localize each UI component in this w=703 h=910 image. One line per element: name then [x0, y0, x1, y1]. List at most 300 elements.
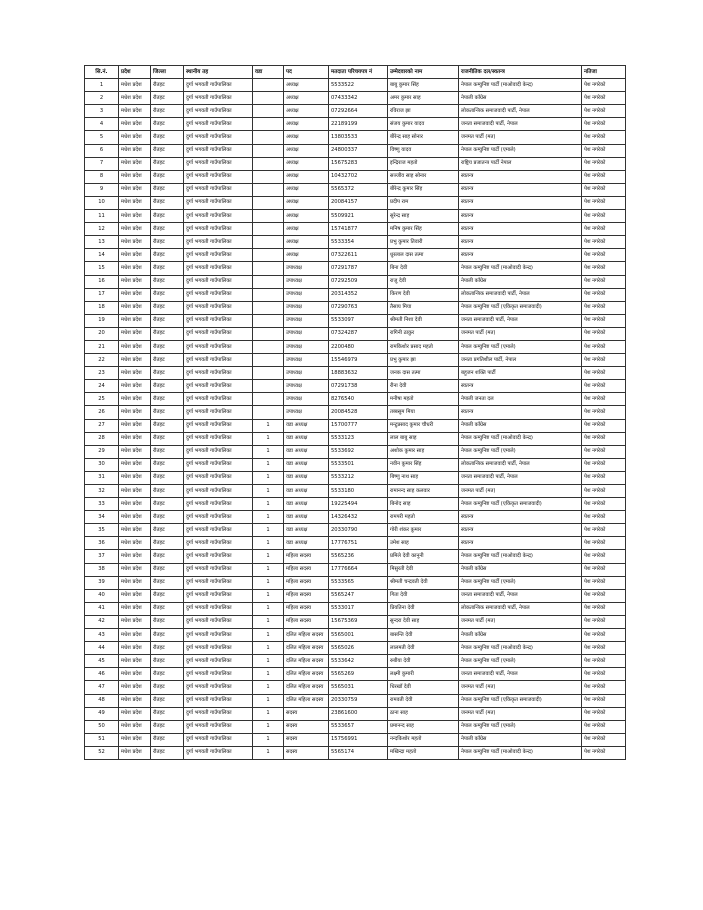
position-header: पद: [284, 66, 329, 79]
position-cell: अध्यक्ष: [284, 157, 329, 170]
serial-cell: 17: [85, 288, 119, 301]
candidate-name-cell: श्रीमती चन्द्रवती देवी: [388, 576, 459, 589]
voter-id-cell: 17776664: [329, 563, 388, 576]
table-row: [85, 367, 626, 380]
province-cell: मधेश प्रदेश: [119, 340, 151, 353]
serial-cell: 30: [85, 458, 119, 471]
ward-cell: 1: [253, 629, 284, 642]
result-cell: पेश नगरेको: [582, 537, 626, 550]
position-cell: अध्यक्ष: [284, 144, 329, 157]
voter-id-cell: 07433342: [329, 92, 388, 105]
ward-cell: [253, 393, 284, 406]
table-row: [85, 511, 626, 524]
result-cell: पेश नगरेको: [582, 550, 626, 563]
table-row: [85, 642, 626, 655]
local-level-cell: दुर्गा भगवती गाउँपालिका: [184, 340, 253, 353]
candidate-name-cell: नन्दकिशोर महतो: [388, 733, 459, 746]
result-cell: पेश नगरेको: [582, 301, 626, 314]
district-cell: रौतहट: [151, 511, 184, 524]
party-cell: नेपाल कम्युनिष्ट पार्टी (माओवादी केन्द्र): [459, 550, 582, 563]
voter-id-cell: 14326432: [329, 511, 388, 524]
local-level-cell: दुर्गा भगवती गाउँपालिका: [184, 393, 253, 406]
result-cell: पेश नगरेको: [582, 471, 626, 484]
position-cell: अध्यक्ष: [284, 223, 329, 236]
candidate-name-cell: अशोक कुमार साह: [388, 445, 459, 458]
position-cell: वडा अध्यक्ष: [284, 524, 329, 537]
position-cell: वडा अध्यक्ष: [284, 511, 329, 524]
position-cell: महिला सदस्य: [284, 615, 329, 628]
serial-cell: 23: [85, 367, 119, 380]
district-cell: रौतहट: [151, 105, 184, 118]
province-cell: मधेश प्रदेश: [119, 550, 151, 563]
table-row: [85, 131, 626, 144]
serial-cell: 38: [85, 563, 119, 576]
party-cell: नेपाल कम्युनिष्ट पार्टी (एकिकृत समाजवादी): [459, 694, 582, 707]
ward-cell: 1: [253, 550, 284, 563]
local-level-cell: दुर्गा भगवती गाउँपालिका: [184, 655, 253, 668]
voter-id-cell: 5565269: [329, 668, 388, 681]
position-cell: उपाध्यक्ष: [284, 406, 329, 419]
table-row: [85, 118, 626, 131]
ward-cell: [253, 131, 284, 144]
candidate-name-cell: बीरेन्द्र साह सोनार: [388, 131, 459, 144]
district-cell: रौतहट: [151, 589, 184, 602]
province-cell: मधेश प्रदेश: [119, 393, 151, 406]
voter-id-cell: 07290763: [329, 301, 388, 314]
district-cell: रौतहट: [151, 157, 184, 170]
table-row: [85, 380, 626, 393]
voter-id-cell: 23861600: [329, 707, 388, 720]
ward-cell: 1: [253, 498, 284, 511]
result-cell: पेश नगरेको: [582, 733, 626, 746]
result-cell: पेश नगरेको: [582, 458, 626, 471]
serial-cell: 9: [85, 183, 119, 196]
table-row: [85, 485, 626, 498]
local-level-cell: दुर्गा भगवती गाउँपालिका: [184, 105, 253, 118]
ward-cell: [253, 354, 284, 367]
candidate-name-cell: धुरलाल दास तत्मा: [388, 249, 459, 262]
position-cell: महिला सदस्य: [284, 550, 329, 563]
voter-id-cell: 5533501: [329, 458, 388, 471]
result-cell: पेश नगरेको: [582, 642, 626, 655]
local-level-cell: दुर्गा भगवती गाउँपालिका: [184, 524, 253, 537]
candidate-name-cell: प्रियतिना देवी: [388, 602, 459, 615]
table-row: [85, 746, 626, 759]
party-cell: जनता प्रगतिशील पार्टी, नेपाल: [459, 354, 582, 367]
province-cell: मधेश प्रदेश: [119, 275, 151, 288]
voter-id-cell: 5509921: [329, 210, 388, 223]
voter-id-cell: 5533522: [329, 79, 388, 92]
result-cell: पेश नगरेको: [582, 615, 626, 628]
province-cell: मधेश प्रदेश: [119, 236, 151, 249]
serial-cell: 28: [85, 432, 119, 445]
ward-cell: 1: [253, 471, 284, 484]
serial-cell: 44: [85, 642, 119, 655]
district-cell: रौतहट: [151, 223, 184, 236]
local-level-cell: दुर्गा भगवती गाउँपालिका: [184, 183, 253, 196]
district-cell: रौतहट: [151, 236, 184, 249]
district-cell: रौतहट: [151, 393, 184, 406]
candidate-name-cell: किरण देवी: [388, 288, 459, 301]
serial-cell: 36: [85, 537, 119, 550]
ward-cell: [253, 340, 284, 353]
serial-cell: 42: [85, 615, 119, 628]
result-cell: पेश नगरेको: [582, 210, 626, 223]
local-level-cell: दुर्गा भगवती गाउँपालिका: [184, 485, 253, 498]
ward-cell: 1: [253, 458, 284, 471]
result-cell: पेश नगरेको: [582, 157, 626, 170]
position-cell: वडा अध्यक्ष: [284, 458, 329, 471]
ward-cell: [253, 380, 284, 393]
serial-cell: 20: [85, 327, 119, 340]
party-cell: नेपाल कम्युनिष्ट पार्टी (माओवादी केन्द्र): [459, 432, 582, 445]
table-row: [85, 694, 626, 707]
district-cell: रौतहट: [151, 275, 184, 288]
party-cell: स्वतन्त्र: [459, 380, 582, 393]
voter-id-cell: 20330759: [329, 694, 388, 707]
result-cell: पेश नगरेको: [582, 681, 626, 694]
result-cell: पेश नगरेको: [582, 563, 626, 576]
candidate-name-header: उम्मेदवारको नाम: [388, 66, 459, 79]
position-cell: उपाध्यक्ष: [284, 367, 329, 380]
position-cell: दलित महिला सदस्य: [284, 694, 329, 707]
party-cell: स्वतन्त्र: [459, 406, 582, 419]
party-cell: स्वतन्त्र: [459, 170, 582, 183]
voter-id-cell: 22189199: [329, 118, 388, 131]
serial-cell: 31: [85, 471, 119, 484]
table-row: [85, 733, 626, 746]
local-level-cell: दुर्गा भगवती गाउँपालिका: [184, 92, 253, 105]
local-level-cell: दुर्गा भगवती गाउँपालिका: [184, 563, 253, 576]
district-cell: रौतहट: [151, 458, 184, 471]
ward-cell: 1: [253, 668, 284, 681]
position-cell: अध्यक्ष: [284, 105, 329, 118]
table-row: [85, 236, 626, 249]
serial-cell: 1: [85, 79, 119, 92]
district-cell: रौतहट: [151, 367, 184, 380]
result-cell: पेश नगरेको: [582, 655, 626, 668]
province-cell: मधेश प्रदेश: [119, 524, 151, 537]
ward-cell: [253, 367, 284, 380]
local-level-cell: दुर्गा भगवती गाउँपालिका: [184, 498, 253, 511]
local-level-cell: दुर्गा भगवती गाउँपालिका: [184, 249, 253, 262]
voter-id-cell: 5533212: [329, 471, 388, 484]
position-cell: उपाध्यक्ष: [284, 380, 329, 393]
candidate-name-cell: इन्द्रिराज महतो: [388, 157, 459, 170]
voter-id-cell: 5533657: [329, 720, 388, 733]
party-cell: स्वतन्त्र: [459, 196, 582, 209]
candidate-name-cell: सुन्दरा देवी साह: [388, 615, 459, 628]
serial-cell: 15: [85, 262, 119, 275]
result-cell: पेश नगरेको: [582, 327, 626, 340]
position-cell: अध्यक्ष: [284, 131, 329, 144]
position-cell: उपाध्यक्ष: [284, 262, 329, 275]
table-row: [85, 79, 626, 92]
district-cell: रौतहट: [151, 249, 184, 262]
district-cell: रौतहट: [151, 498, 184, 511]
table-row: [85, 157, 626, 170]
result-cell: पेश नगरेको: [582, 131, 626, 144]
table-row: [85, 393, 626, 406]
candidate-name-cell: लक्ष्मी कुमारी: [388, 668, 459, 681]
district-cell: रौतहट: [151, 642, 184, 655]
table-row: [85, 144, 626, 157]
position-cell: वडा अध्यक्ष: [284, 445, 329, 458]
voter-id-header: मतदाता परिचयपत्र नं: [329, 66, 388, 79]
result-cell: पेश नगरेको: [582, 340, 626, 353]
serial-cell: 48: [85, 694, 119, 707]
province-cell: मधेश प्रदेश: [119, 746, 151, 759]
table-row: [85, 615, 626, 628]
position-cell: दलित महिला सदस्य: [284, 668, 329, 681]
position-cell: उपाध्यक्ष: [284, 275, 329, 288]
party-cell: जनमत पार्टी (मत): [459, 615, 582, 628]
province-cell: मधेश प्रदेश: [119, 406, 151, 419]
district-cell: रौतहट: [151, 262, 184, 275]
result-cell: पेश नगरेको: [582, 707, 626, 720]
result-cell: पेश नगरेको: [582, 275, 626, 288]
table-row: [85, 563, 626, 576]
candidate-name-cell: रामानन्द साह कलवार: [388, 485, 459, 498]
serial-cell: 43: [85, 629, 119, 642]
candidate-name-cell: श्रीमती निशा देवी: [388, 314, 459, 327]
local-level-header: स्थानीय तह: [184, 66, 253, 79]
result-cell: पेश नगरेको: [582, 393, 626, 406]
party-cell: बहुजन शक्ति पार्टी: [459, 367, 582, 380]
voter-id-cell: 19225494: [329, 498, 388, 511]
local-level-cell: दुर्गा भगवती गाउँपालिका: [184, 720, 253, 733]
district-cell: रौतहट: [151, 707, 184, 720]
voter-id-cell: 5565247: [329, 589, 388, 602]
voter-id-cell: 5533692: [329, 445, 388, 458]
province-cell: मधेश प्रदेश: [119, 380, 151, 393]
serial-cell: 24: [85, 380, 119, 393]
position-cell: उपाध्यक्ष: [284, 393, 329, 406]
table-row: [85, 105, 626, 118]
candidate-name-cell: बिना देवी: [388, 262, 459, 275]
serial-cell: 37: [85, 550, 119, 563]
candidate-name-cell: मन्टुप्रसाद कुमार चौधरी: [388, 419, 459, 432]
local-level-cell: दुर्गा भगवती गाउँपालिका: [184, 642, 253, 655]
voter-id-cell: 8276540: [329, 393, 388, 406]
result-cell: पेश नगरेको: [582, 720, 626, 733]
local-level-cell: दुर्गा भगवती गाउँपालिका: [184, 694, 253, 707]
ward-cell: [253, 196, 284, 209]
ward-cell: [253, 301, 284, 314]
party-cell: जनमत पार्टी (मत): [459, 707, 582, 720]
candidate-name-cell: प्रदीप राम: [388, 196, 459, 209]
local-level-cell: दुर्गा भगवती गाउँपालिका: [184, 589, 253, 602]
province-cell: मधेश प्रदेश: [119, 498, 151, 511]
table-row: [85, 458, 626, 471]
candidate-name-cell: नवीन कुमार सिंह: [388, 458, 459, 471]
province-cell: मधेश प्रदेश: [119, 576, 151, 589]
candidate-name-cell: मिसुरती देवी: [388, 563, 459, 576]
result-cell: पेश नगरेको: [582, 576, 626, 589]
district-cell: रौतहट: [151, 301, 184, 314]
party-cell: जनता समाजवादी पार्टी, नेपाल: [459, 589, 582, 602]
candidate-name-cell: गोरी शंकर कुमार: [388, 524, 459, 537]
province-cell: मधेश प्रदेश: [119, 288, 151, 301]
candidate-name-cell: तब्बसुम मिया: [388, 406, 459, 419]
table-row: [85, 707, 626, 720]
candidate-name-cell: बासन्ति देवी: [388, 629, 459, 642]
district-cell: रौतहट: [151, 79, 184, 92]
party-cell: नेपाली काँग्रेस: [459, 629, 582, 642]
ward-cell: 1: [253, 642, 284, 655]
voter-id-cell: 5533642: [329, 655, 388, 668]
province-cell: मधेश प्रदेश: [119, 720, 151, 733]
local-level-cell: दुर्गा भगवती गाउँपालिका: [184, 432, 253, 445]
voter-id-cell: 5533565: [329, 576, 388, 589]
ward-cell: [253, 118, 284, 131]
province-cell: मधेश प्रदेश: [119, 668, 151, 681]
district-header: जिल्ला: [151, 66, 184, 79]
ward-cell: [253, 157, 284, 170]
voter-id-cell: 07322611: [329, 249, 388, 262]
ward-cell: 1: [253, 445, 284, 458]
ward-cell: 1: [253, 432, 284, 445]
province-cell: मधेश प्रदेश: [119, 445, 151, 458]
local-level-cell: दुर्गा भगवती गाउँपालिका: [184, 681, 253, 694]
district-cell: रौतहट: [151, 537, 184, 550]
serial-cell: 3: [85, 105, 119, 118]
party-cell: स्वतन्त्र: [459, 511, 582, 524]
party-cell: स्वतन्त्र: [459, 249, 582, 262]
district-cell: रौतहट: [151, 210, 184, 223]
candidate-name-cell: विष्णु यादव: [388, 144, 459, 157]
party-cell: लोकतान्त्रिक समाजवादी पार्टी, नेपाल: [459, 288, 582, 301]
province-cell: मधेश प्रदेश: [119, 262, 151, 275]
voter-id-cell: 15675369: [329, 615, 388, 628]
ward-cell: 1: [253, 511, 284, 524]
table-row: [85, 589, 626, 602]
ward-cell: [253, 406, 284, 419]
local-level-cell: दुर्गा भगवती गाउँपालिका: [184, 288, 253, 301]
candidate-name-cell: राजु देवी: [388, 275, 459, 288]
local-level-cell: दुर्गा भगवती गाउँपालिका: [184, 615, 253, 628]
table-row: [85, 354, 626, 367]
district-cell: रौतहट: [151, 524, 184, 537]
province-cell: मधेश प्रदेश: [119, 367, 151, 380]
position-cell: सदस्य: [284, 746, 329, 759]
result-cell: पेश नगरेको: [582, 262, 626, 275]
party-cell: स्वतन्त्र: [459, 210, 582, 223]
local-level-cell: दुर्गा भगवती गाउँपालिका: [184, 118, 253, 131]
serial-cell: 40: [85, 589, 119, 602]
table-row: [85, 170, 626, 183]
voter-id-cell: 5565236: [329, 550, 388, 563]
position-cell: वडा अध्यक्ष: [284, 537, 329, 550]
party-cell: नेपाली काँग्रेस: [459, 733, 582, 746]
ward-cell: [253, 183, 284, 196]
district-cell: रौतहट: [151, 694, 184, 707]
party-cell: जनमत पार्टी (मत): [459, 485, 582, 498]
local-level-cell: दुर्गा भगवती गाउँपालिका: [184, 301, 253, 314]
local-level-cell: दुर्गा भगवती गाउँपालिका: [184, 537, 253, 550]
table-row: [85, 537, 626, 550]
result-cell: पेश नगरेको: [582, 236, 626, 249]
serial-cell: 46: [85, 668, 119, 681]
voter-id-cell: 18883632: [329, 367, 388, 380]
province-cell: मधेश प्रदेश: [119, 144, 151, 157]
voter-id-cell: 10432702: [329, 170, 388, 183]
result-cell: पेश नगरेको: [582, 524, 626, 537]
province-cell: मधेश प्रदेश: [119, 707, 151, 720]
local-level-cell: दुर्गा भगवती गाउँपालिका: [184, 223, 253, 236]
ward-cell: 1: [253, 720, 284, 733]
local-level-cell: दुर्गा भगवती गाउँपालिका: [184, 458, 253, 471]
serial-cell: 16: [85, 275, 119, 288]
table-row: [85, 223, 626, 236]
table-row: [85, 92, 626, 105]
serial-cell: 32: [85, 485, 119, 498]
party-cell: नेपाल कम्युनिष्ट पार्टी (एमाले): [459, 655, 582, 668]
party-cell: जनता समाजवादी पार्टी, नेपाल: [459, 118, 582, 131]
district-cell: रौतहट: [151, 615, 184, 628]
district-cell: रौतहट: [151, 471, 184, 484]
result-header: नतिजा: [582, 66, 626, 79]
serial-cell: 27: [85, 419, 119, 432]
local-level-cell: दुर्गा भगवती गाउँपालिका: [184, 629, 253, 642]
voter-id-cell: 20084157: [329, 196, 388, 209]
table-row: [85, 629, 626, 642]
local-level-cell: दुर्गा भगवती गाउँपालिका: [184, 196, 253, 209]
local-level-cell: दुर्गा भगवती गाउँपालिका: [184, 406, 253, 419]
serial-cell: 39: [85, 576, 119, 589]
serial-cell: 49: [85, 707, 119, 720]
province-cell: मधेश प्रदेश: [119, 183, 151, 196]
party-cell: जनमत पार्टी (मत): [459, 327, 582, 340]
serial-cell: 33: [85, 498, 119, 511]
result-cell: पेश नगरेको: [582, 118, 626, 131]
local-level-cell: दुर्गा भगवती गाउँपालिका: [184, 367, 253, 380]
position-cell: उपाध्यक्ष: [284, 288, 329, 301]
serial-cell: 25: [85, 393, 119, 406]
position-cell: अध्यक्ष: [284, 92, 329, 105]
serial-cell: 7: [85, 157, 119, 170]
position-cell: उपाध्यक्ष: [284, 301, 329, 314]
result-cell: पेश नगरेको: [582, 668, 626, 681]
party-cell: नेपाल कम्युनिष्ट पार्टी (एमाले): [459, 340, 582, 353]
candidate-name-cell: रीना देवी: [388, 380, 459, 393]
candidate-name-cell: बिनोद साह: [388, 498, 459, 511]
voter-id-cell: 15700777: [329, 419, 388, 432]
table-row: [85, 183, 626, 196]
position-cell: अध्यक्ष: [284, 118, 329, 131]
voter-id-cell: 5565372: [329, 183, 388, 196]
position-cell: वडा अध्यक्ष: [284, 485, 329, 498]
district-cell: रौतहट: [151, 655, 184, 668]
candidate-name-cell: प्रभु कुमार तिवारी: [388, 236, 459, 249]
candidate-name-cell: लालमती देवी: [388, 642, 459, 655]
ward-cell: 1: [253, 733, 284, 746]
voter-id-cell: 24800337: [329, 144, 388, 157]
district-cell: रौतहट: [151, 563, 184, 576]
district-cell: रौतहट: [151, 419, 184, 432]
candidate-name-cell: ठाना साह: [388, 707, 459, 720]
table-row: [85, 249, 626, 262]
result-cell: पेश नगरेको: [582, 144, 626, 157]
result-cell: पेश नगरेको: [582, 419, 626, 432]
ward-cell: [253, 236, 284, 249]
province-cell: मधेश प्रदेश: [119, 419, 151, 432]
ward-cell: [253, 288, 284, 301]
serial-cell: 2: [85, 92, 119, 105]
ward-cell: 1: [253, 602, 284, 615]
party-cell: जनमत पार्टी (मत): [459, 681, 582, 694]
ward-cell: 1: [253, 615, 284, 628]
